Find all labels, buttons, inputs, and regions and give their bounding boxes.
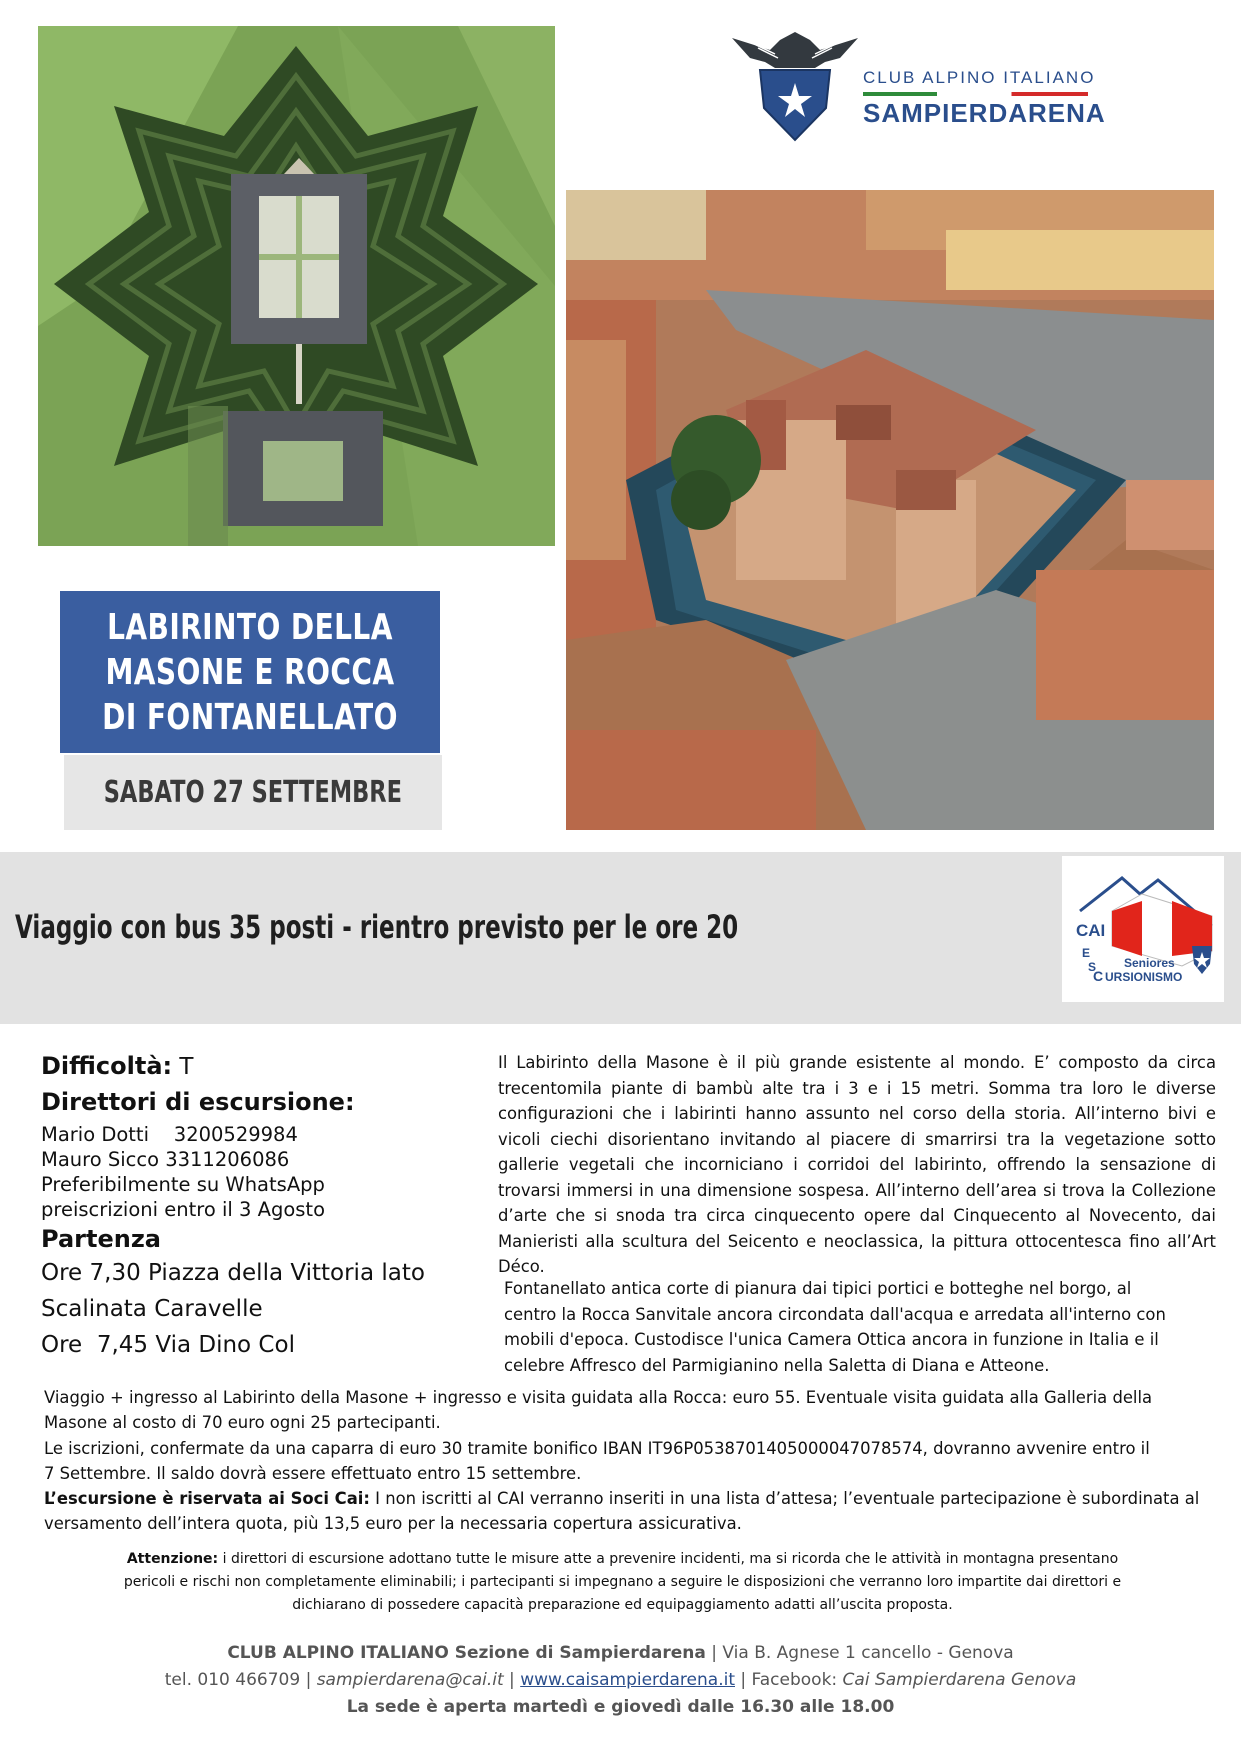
footer (0, 1640, 1241, 1721)
reserved-bold: L’escursione è riservata ai Soci Cai: (44, 1489, 370, 1509)
reserved-rest: I non iscritti al CAI verranno inseriti in una lista d’attesa; l’eventuale partecipazione è subordinata al (369, 1489, 1200, 1509)
difficulty-label: Difficoltà: (41, 1052, 173, 1080)
rocca-fontanellato-photo (566, 190, 1214, 830)
labirinto-description: Il Labirinto della Masone è il più grande esistente al mondo. E’ composto da circa trecentomila piante di bambù alte tra i 3 e i 15 metri. Somma tra loro le diverse configurazioni che i labirinti hanno assunto nel corso della storia. All’interno bivi e vicoli ciechi disorientano invitando al piacere di smarrirsi tra la vegetazione sotto gallerie vegetali che incorniciano i corridoi del labirinto, offrendo la sensazione di trovarsi immersi in una dimensione sospesa. All’interno dell’area si trova la Collezione d’arte che si snoda tra circa cinquecento opere dal Cinquecento al Novecento, dai Manieristi alla scultura del Seicento e neoclassica, la pittura ottocentesca fino all’Art Déco. (498, 1053, 1216, 1276)
warning-line-1 (55, 1548, 1190, 1571)
reserved-line (44, 1486, 1209, 1511)
prices-line-6: versamento dell’intera quota, più 13,5 euro per la necessaria copertura assicurativa. (44, 1514, 742, 1534)
logo-tricolor-rule (863, 92, 1088, 96)
fontanellato-line-3: mobili d'epoca. Custodisce l'unica Camera Ottica ancora in funzione in Italia e il (504, 1330, 1159, 1349)
footer-facebook[interactable]: Cai Sampierdarena Genova (842, 1670, 1077, 1690)
event-title-box (60, 591, 440, 753)
footer-email[interactable]: sampierdarena@cai.it (316, 1670, 504, 1690)
maze-aerial-photo (38, 26, 555, 546)
director-2: Mauro Sicco 3311206086 (41, 1148, 290, 1171)
director-1: Mario Dotti 3200529984 (41, 1123, 298, 1146)
badge-ursionismo: URSIONISMO (1105, 970, 1183, 984)
footer-address: | Via B. Agnese 1 cancello - Genova (705, 1643, 1014, 1663)
difficulty-line (41, 1052, 194, 1080)
warning-text-1: i direttori di escursione adottano tutte le misure atte a prevenire incidenti, ma si ricorda che le attività in montagna presentano (218, 1551, 1119, 1567)
preregistration-note: preiscrizioni entro il 3 Agosto (41, 1198, 325, 1221)
departure-1: Ore 7,30 Piazza della Vittoria lato (41, 1260, 425, 1286)
whatsapp-note: Preferibilmente su WhatsApp (41, 1173, 325, 1196)
footer-sep-2: | Facebook: (735, 1670, 843, 1690)
cai-sampierdarena-logo (730, 28, 1106, 146)
badge-seniores: Seniores (1124, 956, 1175, 970)
footer-org: CLUB ALPINO ITALIANO Sezione di Sampierdarena (227, 1643, 706, 1663)
warning-bold: Attenzione: (126, 1551, 219, 1567)
prices-line-4: 7 Settembre. Il saldo dovrà essere effettuato entro 15 settembre. (44, 1463, 582, 1483)
prices-line-1: Viaggio + ingresso al Labirinto della Masone + ingresso e visita guidata alla Rocca: euro 55. Eventuale visita guidata alla Galleria della (44, 1388, 1153, 1407)
badge-s: S (1088, 960, 1097, 974)
logo-line-2: SAMPIERDARENA (863, 98, 1106, 128)
difficulty-value: T (172, 1054, 194, 1080)
footer-hours: La sede è aperta martedì e giovedì dalle 16.30 alle 18.00 (346, 1697, 895, 1717)
warning-line-3: dichiarano di possedere capacità preparazione ed equipaggiamento adatti all’uscita proposta. (292, 1597, 953, 1613)
badge-e: E (1082, 946, 1091, 960)
warning-line-2: pericoli e rischi non completamente eliminabili; i partecipanti si impegnano a seguire le disposizioni che verranno loro impartite dai direttori e (123, 1574, 1122, 1590)
fontanellato-line-4: celebre Affresco del Parmigianino nella Saletta di Diana e Atteone. (504, 1355, 1050, 1375)
badge-c: C (1093, 968, 1104, 984)
cai-escursionismo-seniores-badge (1062, 856, 1224, 1002)
departure-3: Ore 7,45 Via Dino Col (41, 1332, 295, 1358)
fontanellato-line-1: Fontanellato antica corte di pianura dai tipici portici e botteghe nel borgo, al (504, 1279, 1132, 1298)
departure-2: Scalinata Caravelle (41, 1296, 263, 1322)
fontanellato-line-2: centro la Rocca Sanvitale ancora circondata dall'acqua e arredata all'interno con (504, 1304, 1166, 1324)
fontanellato-description (504, 1276, 1204, 1378)
safety-warning (55, 1548, 1190, 1617)
transport-info: Viaggio con bus 35 posti - rientro previsto per le ore 20 (15, 908, 739, 946)
event-title: LABIRINTO DELLA MASONE E ROCCA DI FONTANELLATO (102, 606, 398, 738)
footer-line-1 (0, 1640, 1241, 1667)
directors-label: Direttori di escursione: (41, 1088, 355, 1116)
logo-line-1: CLUB ALPINO ITALIANO (863, 68, 1096, 87)
footer-website-link[interactable]: www.caisampierdarena.it (520, 1670, 735, 1690)
departure-label: Partenza (41, 1225, 161, 1253)
event-date-box (64, 755, 442, 830)
prices-line-3: Le iscrizioni, confermate da una caparra di euro 30 tramite bonifico IBAN IT96P0538701405000047078574, dovranno avvenire entro il (44, 1438, 1150, 1458)
footer-sep-1: | (503, 1670, 521, 1690)
cai-eagle-seal-icon (730, 28, 860, 146)
footer-tel: tel. 010 466709 | (164, 1670, 317, 1690)
badge-cai: CAI (1076, 921, 1106, 940)
footer-line-2 (0, 1667, 1241, 1694)
prices-line-2: Masone al costo di 70 euro ogni 25 partecipanti. (44, 1413, 441, 1433)
event-date: SABATO 27 SETTEMBRE (103, 775, 403, 810)
prices-registration (44, 1385, 1209, 1537)
